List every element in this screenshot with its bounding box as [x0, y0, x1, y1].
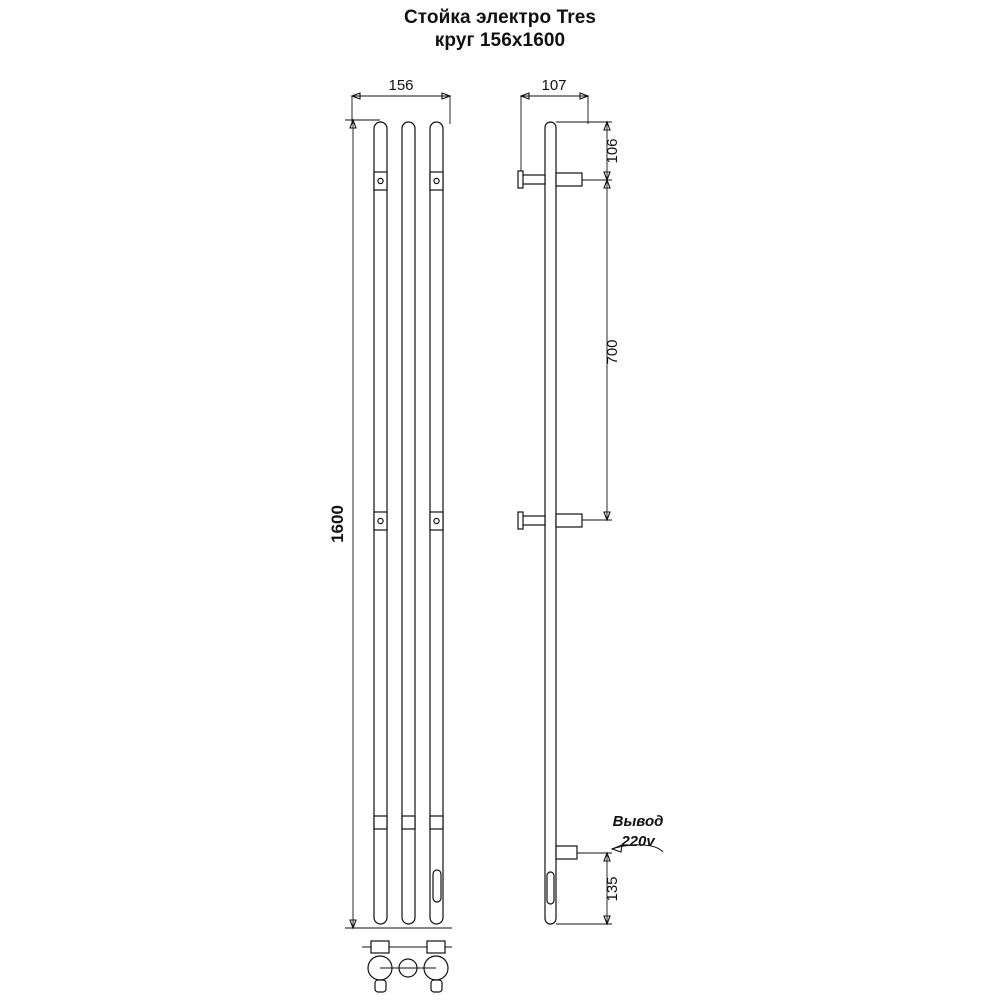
top-view	[362, 941, 452, 992]
title-line-1: Стойка электро Tres	[403, 7, 597, 28]
side-middle-label: 700	[604, 339, 621, 365]
side-switch-element	[547, 872, 554, 904]
side-view	[518, 93, 663, 924]
front-switch-element	[433, 870, 441, 902]
side-width-label: 107	[541, 77, 567, 94]
front-width-label: 156	[388, 77, 414, 94]
side-tube	[545, 122, 556, 924]
front-view	[345, 93, 452, 928]
side-bottom-label: 135	[604, 876, 621, 902]
power-outlet-label-line-1: Вывод	[612, 813, 664, 830]
front-width-dimension	[352, 93, 450, 124]
power-outlet-label-line-2: 220v	[621, 833, 655, 850]
side-top-label: 106	[604, 138, 621, 164]
front-lower-block	[374, 816, 443, 829]
front-height-label: 1600	[328, 505, 347, 543]
title-line-2: круг 156x1600	[434, 30, 566, 51]
side-power-box	[556, 846, 577, 859]
